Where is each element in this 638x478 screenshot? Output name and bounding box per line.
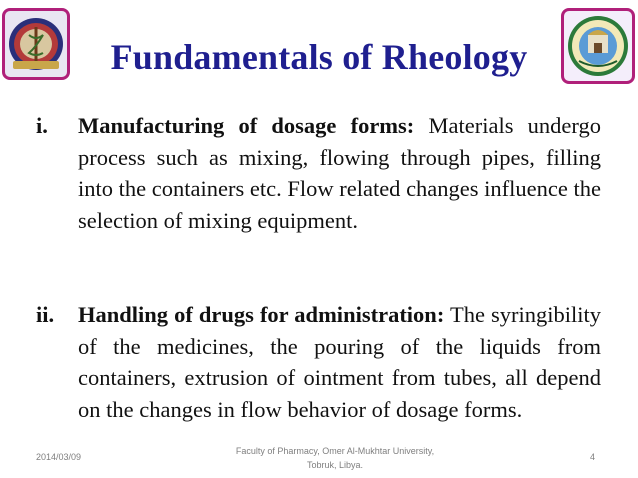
item-body: [78, 299, 601, 425]
list-item: [36, 299, 601, 425]
footer-org-line1: Faculty of Pharmacy, Omer Al-Mukhtar University,: [235, 446, 435, 456]
footer-organization: [210, 444, 460, 472]
item-lead: Manufacturing of dosage forms:: [78, 113, 415, 138]
item-body: [78, 110, 601, 236]
page-number: 4: [590, 452, 596, 462]
footer-date: 2014/03/09: [36, 452, 82, 462]
list-item: [36, 110, 601, 236]
item-marker: ii.: [36, 302, 55, 327]
item-lead: Handling of drugs for administration:: [78, 302, 445, 327]
footer-org-line2: Tobruk, Libya.: [306, 460, 364, 470]
item-marker: i.: [36, 113, 48, 138]
slide-title: Fundamentals of Rheology: [110, 37, 528, 77]
item-text: The syringibility of the medicines, the pouring of the liquids from containers, extrusion of ointment from tubes, all depend on the changes in flow behavior of dosage forms.: [78, 302, 601, 422]
item-text: Materials undergo process such as mixing, flowing through pipes, filling into the containers etc. Flow related changes influence the selection of mixing equipment.: [78, 113, 602, 233]
